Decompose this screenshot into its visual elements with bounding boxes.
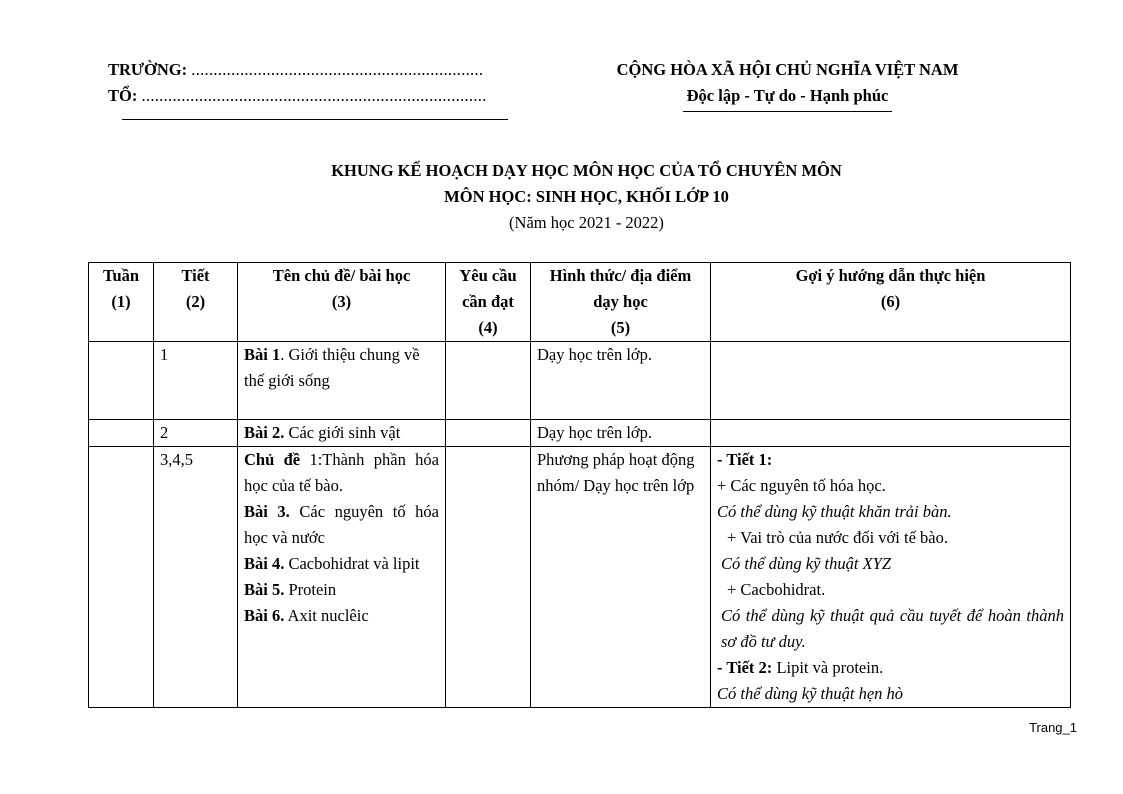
header-right — [560, 57, 1015, 112]
lesson-cell: Bài 1. Giới thiệu chung về thế giới sống — [238, 342, 446, 420]
requirement-cell — [446, 420, 531, 447]
period-cell: 2 — [154, 420, 238, 447]
title-line-1: KHUNG KẾ HOẠCH DẠY HỌC MÔN HỌC CỦA TỔ CHUYÊN MÔN — [331, 161, 842, 180]
col-header-format: Hình thức/ địa điểm dạy học (5) — [531, 263, 711, 342]
guide-period-1: - Tiết 1: — [717, 450, 773, 469]
motto: Độc lập - Tự do - Hạnh phúc — [683, 83, 893, 112]
document-title — [140, 158, 1033, 236]
guide-cell — [711, 342, 1071, 420]
format-cell: Phương pháp hoạt động nhóm/ Dạy học trên lớp — [531, 447, 711, 708]
school-label: TRƯỜNG: — [108, 60, 188, 79]
requirement-cell — [446, 342, 531, 420]
school-line — [108, 57, 487, 83]
requirement-cell — [446, 447, 531, 708]
header-left-divider — [122, 119, 508, 120]
group-line — [108, 83, 487, 109]
week-cell — [89, 420, 154, 447]
school-dots: .................................................................. — [191, 60, 484, 79]
guide-period-2: - Tiết 2: — [717, 658, 773, 677]
format-cell: Dạy học trên lớp. — [531, 342, 711, 420]
table-row — [89, 342, 1071, 420]
col-header-guide: Gợi ý hướng dẫn thực hiện (6) — [711, 263, 1071, 342]
col-header-period: Tiết (2) — [154, 263, 238, 342]
week-cell — [89, 447, 154, 708]
header-left — [108, 57, 487, 109]
col-header-week: Tuần (1) — [89, 263, 154, 342]
guide-cell: - Tiết 1: + Các nguyên tố hóa học. Có thể dùng kỹ thuật khăn trải bàn. + Vai trò của nước đối với tế bào. Có thể dùng kỹ thuật XYZ + Cacbohidrat. Có thể dùng kỹ thuật quả cầu tuyết để hoàn thành sơ đồ tư duy. - Tiết 2: Lipit và protein. Có thể dùng kỹ thuật hẹn hò — [711, 447, 1071, 708]
table-row — [89, 447, 1071, 708]
page-number: Trang_1 — [1029, 720, 1077, 735]
format-cell: Dạy học trên lớp. — [531, 420, 711, 447]
period-cell: 1 — [154, 342, 238, 420]
table-header-row — [89, 263, 1071, 342]
group-label: TỔ: — [108, 86, 138, 105]
title-line-2: MÔN HỌC: SINH HỌC, KHỐI LỚP 10 — [444, 187, 729, 206]
nation-title: CỘNG HÒA XÃ HỘI CHỦ NGHĨA VIỆT NAM — [616, 60, 959, 79]
teaching-plan-table — [88, 262, 1071, 708]
period-cell: 3,4,5 — [154, 447, 238, 708]
lesson-cell: Bài 2. Các giới sinh vật — [238, 420, 446, 447]
school-year: (Năm học 2021 - 2022) — [509, 213, 664, 232]
table-row — [89, 420, 1071, 447]
group-dots: .............................................................................. — [141, 86, 487, 105]
guide-cell — [711, 420, 1071, 447]
lesson-cell: Chủ đề 1:Thành phần hóa học của tế bào. Bài 3. Các nguyên tố hóa học và nước Bài 4. Cacbohidrat và lipit Bài 5. Protein Bài 6. Axit nuclêic — [238, 447, 446, 708]
week-cell — [89, 342, 154, 420]
col-header-lesson: Tên chủ đề/ bài học (3) — [238, 263, 446, 342]
col-header-requirement: Yêu cầu cần đạt (4) — [446, 263, 531, 342]
